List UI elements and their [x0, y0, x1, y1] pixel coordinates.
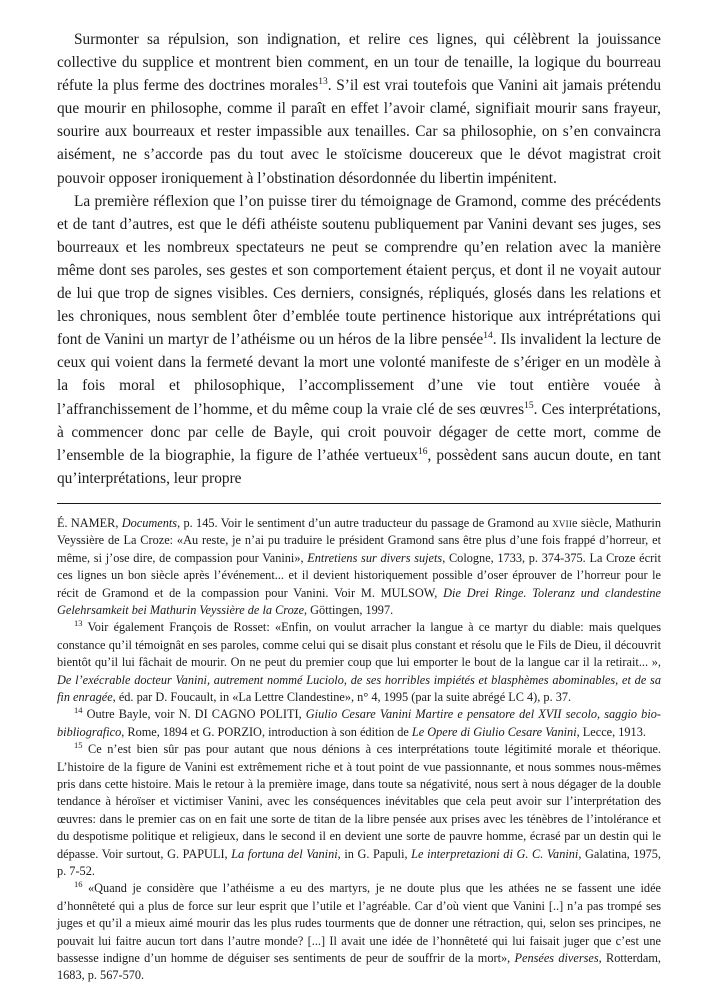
paragraph-text: . Ces interprétations, à commencer donc par celle de Bayle, qui croit pouvoir dégager de cette mort, comme de l’ensemble de la biographie, la figure de l’athée vertueux — [57, 400, 662, 464]
paragraph-text: Surmonter sa répulsion, son indignation, et relire ces lignes, qui célèbrent la jouissance collective du supplice et montrent bien comment, en un tour de tenaille, la logique du bourreau réfute la plus ferme des doctrines morales — [57, 31, 661, 95]
footnote-15 — [57, 741, 661, 880]
footnote-ref-13[interactable]: 13 — [318, 77, 328, 88]
footnote-continued — [57, 515, 661, 619]
footnote-number: 15 — [74, 740, 83, 751]
paragraph-text: , possèdent sans aucun doute, en tant qu’interprétations, leur propre — [57, 446, 662, 487]
footnote-13 — [57, 619, 661, 706]
footnote-number: 13 — [74, 618, 83, 629]
century-numeral: xvii — [552, 515, 573, 530]
note-title: De l’exécrable docteur Vanini, autrement nommé Luciolo, de ses horribles impiétés et blasphèmes abominables, et de sa fin enragée — [57, 672, 661, 704]
note-title: Le Opere di Giulio Cesare Vanini — [411, 724, 577, 739]
paragraph-1 — [57, 28, 661, 190]
paragraph-text: . S’il est vrai toutefois que Vanini ait jamais prétendu que mourir en philosophe, comme il paraît en effet l’avoir clamé, signifiait mourir sans frayeur, sourire aux bourreaux et rester impassible aux tenailles. Car sa philosophie, on s’en convaincra aisément, ne s’accorde pas du tout avec le stoïcisme doucereux que le dévot magistrat croit pouvoir opposer ironiquement à l’obstination désordonnée du libertin impénitent. — [57, 77, 661, 187]
note-title: Le interpretazioni di G. C. Vanini — [411, 846, 579, 861]
note-text: , Lecce, 1913. — [576, 724, 646, 739]
footnote-number: 16 — [74, 879, 83, 890]
paragraph-text: . Ils invalident la lecture de ceux qui voient dans la fermeté devant la mort une volonté manifeste de s’ériger en un modèle à la fois moral et philosophique, l’accomplissement d’une vie tout entière vouée à l’affranchissement de l’homme, et du même coup la vraie clé de ses œuvres — [57, 331, 661, 418]
footnote-16 — [57, 880, 661, 984]
footnote-divider — [57, 503, 661, 504]
page — [57, 28, 661, 985]
note-text: «Quand je considère que l’athéisme a eu des martyrs, je ne doute plus que les athées ne se fassent une idée d’honnêteté qui a plus de force sur leur esprit que l’utile et l’agréable. Car d’où vient que Vanini [..] n’a pas trompé ses juges et qu’il a mieux aimé mourir das les plus rudes tourments que de donner une rétraction, qui, selon ses principes, ne pouvait lui faitre aucun tort dans l’autre monde? [...] Il avait une idée de l’honnêteté qui lui faisait juger que c’est une bassesse indigne d’un homme de déguiser ses sentiments de peur de souffrir de la mort», — [57, 881, 661, 966]
note-text: , p. 145. Voir le sentiment d’un autre traducteur du passage de Gramond au — [177, 515, 553, 530]
footnotes — [57, 515, 661, 985]
footnote-14 — [57, 706, 661, 741]
note-text: É. NAMER, — [57, 515, 122, 530]
note-title: Documents — [121, 515, 178, 530]
footnote-number: 14 — [74, 705, 83, 716]
footnote-ref-15[interactable]: 15 — [524, 400, 534, 411]
note-text: Outre Bayle, voir N. DI CAGNO POLITI, — [82, 707, 306, 722]
note-text: Voir également François de Rosset: «Enfin, on voulut arracher la langue à ce martyr du diable: mais quelques constance qu’il témoignât en ses paroles, comme celui qui se disait plus constant et résolu que le Fils de Dieu, il découvrit bientôt qu’il lui fâchait de mourir. On ne peut du premier coup que lui emporter le bout de la langue car il la retirait... », — [57, 620, 661, 670]
note-text: Ce n’est bien sûr pas pour autant que nous dénions à ces interprétations toute légitimité morale et théorique. L’histoire de la figure de Vanini est extrêmement riche et à tout point de vue passionnante, et nous sommes nous-mêmes pris dans cette histoire. Mais le retour à la première image, dans toute sa négativité, nous sert à nous dégager de la double tendance à héroïser et victimiser Vanini, avec les conséquences inévitables que cela peut avoir sur l’interprétation des œuvres: dans le premier cas on en fait une sorte de titan de la libre pensée aux prises avec les ténèbres de l’intolérance et du despotisme politique et religieux, dans le second il en devient une sorte de pauvre homme, écrasé par un destin qui le dépasse. Voir surtout, G. PAPULI, — [57, 742, 661, 861]
note-title: Pensées diverses — [514, 951, 599, 966]
main-text — [57, 28, 661, 490]
note-title: Die Drei Ringe. Toleranz und clandestine Gelehrsamkeit bei Mathurin Veyssière de la Croze — [57, 585, 661, 617]
note-title: La fortuna del Vanini — [231, 846, 338, 861]
note-text: , in G. Papuli, — [337, 846, 412, 861]
note-text: , Galatina, 1975, p. 7-52. — [57, 846, 661, 878]
note-text: , Göttingen, 1997. — [304, 602, 394, 617]
footnote-ref-16[interactable]: 16 — [417, 446, 428, 457]
note-text: , Rome, 1894 et G. PORZIO, introduction à son édition de — [121, 724, 412, 739]
paragraph-text: La première réflexion que l’on puisse tirer du témoignage de Gramond, comme des précédents et de tant d’autres, est que le défi athéiste soutenu publiquement par Vanini devant ses juges, ses bourreaux et les nombreux spectateurs ne peut se comprendre qu’en relation avec la manière même dont ses paroles, ses gestes et son comportement étaient perçus, et dont il ne voyait autour de lui que trop de signes visibles. Ces derniers, consignés, répliqués, glosés dans les relations et les chroniques, nous semblent ôter d’emblée toute pertinence historique aux intréprétations qui font de Vanini un martyr de l’athéisme ou un héros de la libre pensée — [57, 192, 661, 349]
paragraph-2 — [57, 190, 661, 490]
note-title: Giulio Cesare Vanini Martire e pensatore del XVII secolo, saggio bio-bibliografico — [57, 707, 661, 739]
note-text: , Cologne, 1733, p. 374-375. La Croze écrit ces lignes un bon siècle après l’événement... et il devient historiquement possible d’oser éprouver de l’horreur pour le récit de Gramond et de la compassion pour Vanini. Voir M. MULSOW, — [57, 550, 662, 600]
note-text: , Rotterdam, 1683, p. 567-570. — [57, 951, 661, 983]
note-text: , éd. par D. Foucault, in «La Lettre Clandestine», n° 4, 1995 (par la suite abrégé LC 4), p. 37. — [112, 689, 572, 704]
footnote-ref-14[interactable]: 14 — [483, 331, 493, 342]
note-title: Entretiens sur divers sujets — [307, 550, 443, 565]
note-text: e siècle, Mathurin Veyssière de La Croze: «Au reste, je n’ai pu traduire le président Gramond sans être plus d’une fois frappé d’horreur, et même, si j’ose dire, de compassion pour Vanini», — [57, 515, 661, 565]
